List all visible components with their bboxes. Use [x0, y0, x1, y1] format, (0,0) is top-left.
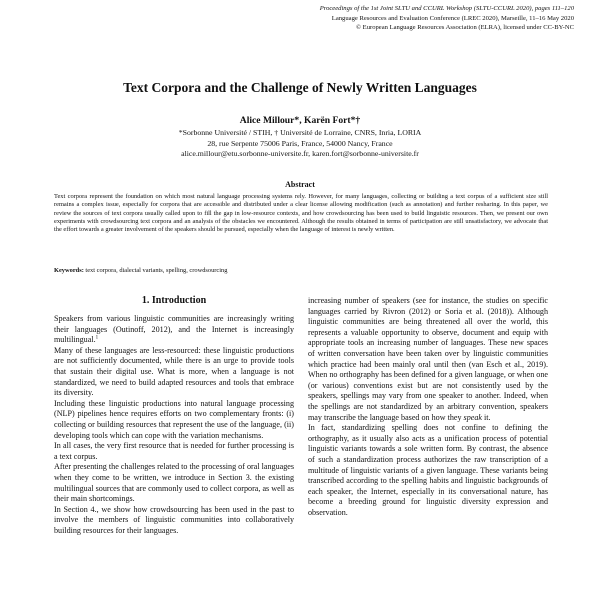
paragraph-text: increasing number of speakers (see for instance, the studies on specific languages carried by Rivron (2012) or Soria et al. (2018)). Although linguistic communities are being threatened all over the world, this represents a valuable opportunity to observe, document and equip with appropriate tools an increasing number of languages. These new spaces of written conversation have been taken over by linguistic communities which practice had been mainly oral until then (van Esch et al., 2019). When no orthography has been defined for a given language, or when one (or various) conventions exist but are not consistently used by the speakers, spellings may vary from one speaker to another. Indeed, when the spellings are not standardized by an arbitrary convention, speakers may transcribe the language based on how they [308, 296, 548, 422]
paragraph: Many of these languages are less-resourced: these linguistic productions are not sufficiently documented, while there is an urge to provide tools that sustain their digital use. What is more, when a language is not standardized, we need to build adapted resources and tools that embrace its diversity. [54, 345, 294, 398]
keywords-line [54, 267, 548, 275]
header-line-license: © European Language Resources Association (ELRA), licensed under CC-BY-NC [356, 24, 574, 31]
emphasis-text: speak [463, 412, 482, 422]
abstract-text: Text corpora represent the foundation on which most natural language processing systems rely. However, for many languages, collecting or building a text corpus of a sufficient size still remains a complex issue, especially for corpora that are accessible and distributed under a clear license allowing modification (such as annotation) and further resharing. In this paper, we review the sources of text corpora usually called upon to fill the gap in low-resource contexts, and how crowdsourcing has been used to build linguistic resources. Then, we present our own experiments with crowdsourcing text corpora and an analysis of the obstacles we encountered. Although the results obtained in terms of participation are still unsatisfactory, we advocate that the effort towards a greater involvement of the speakers should be pursued, especially when the language of interest is newly written. [54, 193, 548, 234]
paragraph: In Section 4., we show how crowdsourcing has been used in the past to involve the members of linguistic communities into collaboratively building resources for their languages. [54, 504, 294, 535]
paper-title: Text Corpora and the Challenge of Newly Written Languages [123, 80, 477, 95]
keywords-list: text corpora, dialectal variants, spelling, crowdsourcing [83, 267, 228, 274]
affiliation-institutions: *Sorbonne Université / STIH, † Université de Lorraine, CNRS, Inria, LORIA [178, 128, 422, 137]
paper-authors: Alice Millour*, Karën Fort*† [239, 115, 361, 126]
header-line-proceedings: Proceedings of the 1st Joint SLTU and CCURL Workshop (SLTU-CCURL 2020), pages 111–120 [319, 5, 574, 12]
paragraph [54, 314, 294, 346]
left-column [54, 314, 294, 536]
paragraph: After presenting the challenges related to the processing of oral languages when they come to be written, we introduce in Section 3. the existing multilingual sources that are commonly used to collect corpora, as well as their main shortcomings. [54, 462, 294, 504]
paragraph: Including these linguistic productions into natural language processing (NLP) pipelines hence requires efforts on two complementary fronts: (i) collecting or building resources that represent the use of the language, (ii) developing tools which can cope with the variation mechanisms. [54, 398, 294, 440]
paragraph-text: Speakers from various linguistic communities are increasingly writing their languages (Outinoff, 2012), and the Internet is increasingly multilingual. [54, 314, 294, 345]
right-column [308, 296, 548, 518]
section-heading-introduction: 1. Introduction [141, 295, 207, 306]
paragraph: In all cases, the very first resource that is needed for further processing is a text corpus. [54, 441, 294, 461]
affiliation-emails: alice.millour@etu.sorbonne-universite.fr, karen.fort@sorbonne-universite.fr [181, 149, 419, 158]
abstract-heading: Abstract [285, 180, 315, 189]
proceedings-header [320, 4, 574, 33]
keywords-label: Keywords: [54, 267, 84, 274]
author-affiliations [0, 128, 600, 160]
header-line-conference: Language Resources and Evaluation Conference (LREC 2020), Marseille, 11–16 May 2020 [331, 14, 574, 22]
paragraph [308, 296, 548, 423]
paragraph: In fact, standardizing spelling does not confine to defining the orthography, as it usually also acts as a unification process of potential linguistic variants towards a sole written form. By contrast, the absence of such a standardization process authorizes the raw transcription of a multitude of linguistic variants of a given language. These variants being transcribed according to the spelling habits and linguistic backgrounds of each speaker, the Internet, especially in its conversational nature, has become a breeding ground for linguistic diversity expression and observation. [308, 423, 548, 517]
affiliation-addresses: 28, rue Serpente 75006 Paris, France, 54000 Nancy, France [207, 138, 393, 148]
footnote-marker: 1 [95, 335, 99, 341]
paragraph-text-end: it. [481, 412, 491, 422]
